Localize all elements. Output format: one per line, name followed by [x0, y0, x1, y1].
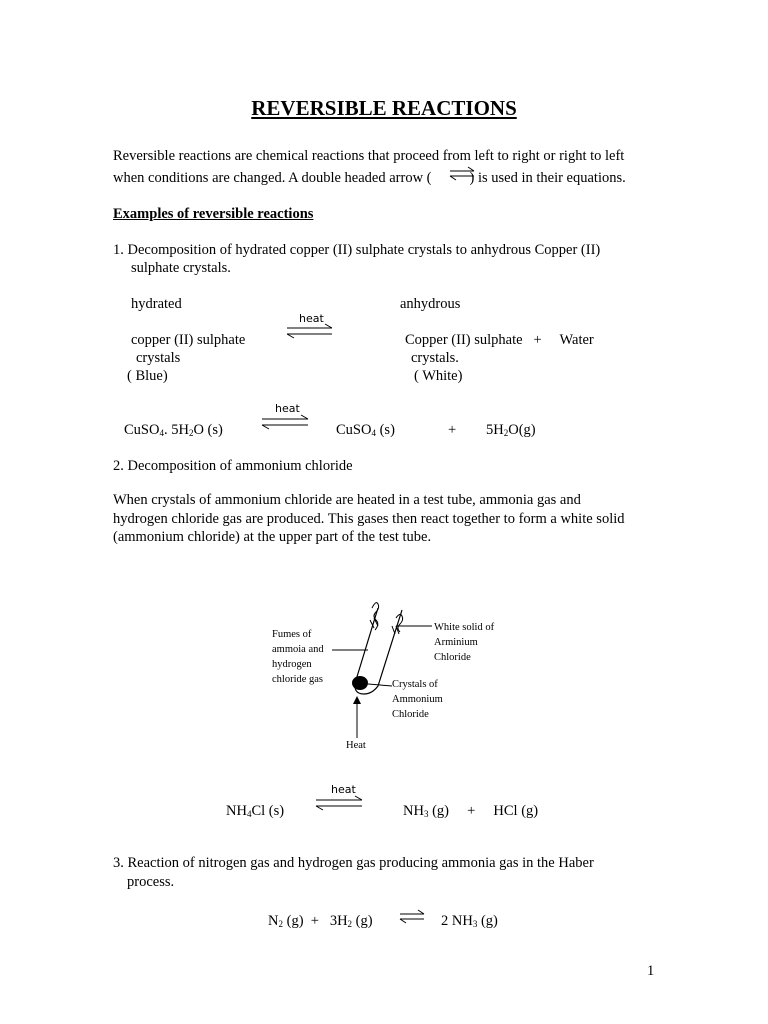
intro-line-2: [113, 169, 626, 187]
example1-equation-middle: CuSO$_4$ (s): [336, 422, 395, 438]
intro-line-2-after: ) is used in their equations.: [469, 170, 626, 186]
intro-line-2-before: when conditions are changed. A double headed arrow (: [113, 170, 432, 186]
example1-equation-right: $5H_2O(g)$: [486, 422, 536, 438]
example3-equation-left: $N_2$ $(g) + 3H_2$ (g): [268, 913, 373, 929]
example2-para-1: When crystals of ammonium chloride are heated in a test tube, ammonia gas and: [113, 492, 581, 508]
page-title: REVERSIBLE REACTIONS: [251, 96, 517, 120]
double-arrow-icon: [260, 414, 312, 430]
example3-line-2: process.: [127, 874, 175, 890]
example1-left-top: hydrated: [131, 296, 182, 312]
example1-eq-arrow-label: heat: [275, 402, 300, 415]
example1-equation-plus: +: [448, 422, 457, 438]
example1-right-top: anhydrous: [400, 296, 461, 312]
example1-right-mid: Copper (II) sulphate + Water: [405, 332, 594, 348]
example2-eq-arrow-label: heat: [331, 783, 356, 796]
double-arrow-icon: [285, 323, 335, 339]
heat-label: Heat: [346, 740, 366, 751]
example1-right-color: ( White): [414, 368, 463, 384]
example3-line-1: 3. Reaction of nitrogen gas and hydrogen gas producing ammonia gas in the Haber: [113, 855, 594, 871]
example1-line-1: 1. Decomposition of hydrated copper (II) sulphate crystals to anhydrous Copper (II): [113, 242, 601, 258]
example1-left-color: ( Blue): [127, 368, 168, 384]
white-solid-label: White solid of Arminium Chloride: [434, 622, 495, 663]
example1-left-mid: copper (II) sulphate: [131, 332, 246, 348]
example2-para-3: (ammonium chloride) at the upper part of the test tube.: [113, 529, 432, 545]
double-arrow-icon: [448, 166, 478, 180]
example2-para-2: hydrogen chloride gas are produced. This gases then react together to form a white solid: [113, 511, 625, 527]
example3-equation-right: 2 $NH_3$ (g): [441, 913, 498, 929]
example2-equation-left: $NH_4Cl$ (s): [226, 803, 285, 819]
example1-line-2: sulphate crystals.: [131, 260, 231, 276]
example1-arrow-label: heat: [299, 312, 324, 325]
example2-heading: 2. Decomposition of ammonium chloride: [113, 458, 353, 474]
crystals-label: Crystals of Ammonium Chloride: [392, 679, 443, 720]
example1-equation-left: CuSO$_4$. $5H_2O$ (s): [124, 422, 223, 438]
example2-equation-right: $NH_3$ (g) + HCl (g): [403, 803, 539, 819]
fumes-label: Fumes of ammoia and hydrogen chloride gas: [272, 629, 324, 685]
examples-heading: Examples of reversible reactions: [113, 206, 314, 222]
example1-left-crystals: crystals: [136, 350, 181, 366]
intro-line-1: Reversible reactions are chemical reactions that proceed from left to right or right to left: [113, 148, 625, 164]
double-arrow-icon: [314, 795, 364, 811]
page-number: 1: [647, 963, 655, 979]
double-arrow-icon: [398, 909, 428, 923]
example1-right-crystals: crystals.: [411, 350, 459, 366]
